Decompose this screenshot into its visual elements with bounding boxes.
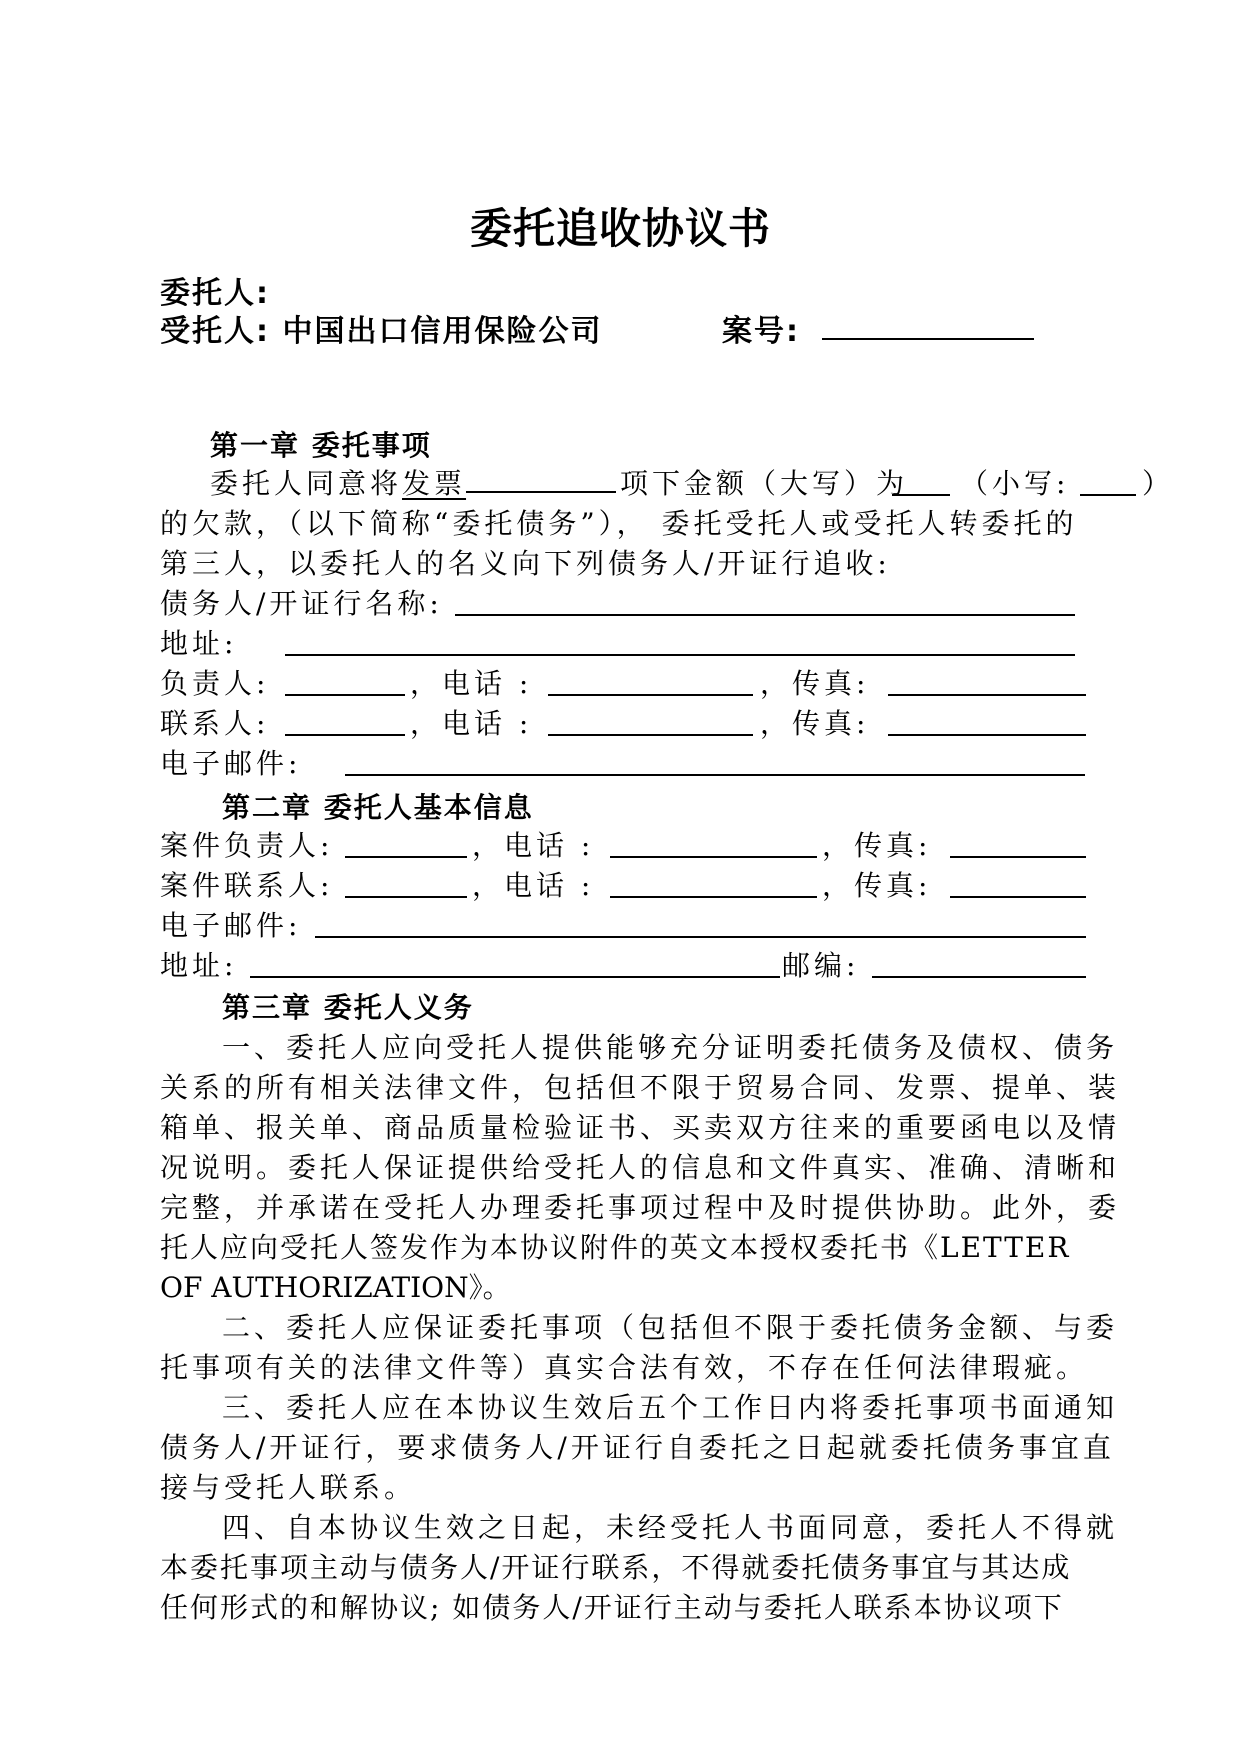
client-postcode-label: 邮编: [782,949,860,982]
case-principal-fax-field[interactable] [950,856,1086,858]
ch1-paragraph-line1: 委托人同意将发票 项下金额（大写）为 [210,467,909,500]
case-contact-phone-field[interactable] [610,896,817,898]
case-contact-field[interactable] [345,896,467,898]
chapter2-heading: 第二章 委托人基本信息 [222,791,534,824]
debtor-principal-phone-label: ，电话 : [410,667,533,700]
debtor-principal-fax-label: ，传真: [760,667,870,700]
debtor-contact-label: 联系人: [160,707,270,740]
client-postcode-field[interactable] [872,976,1086,978]
client-address-label: 地址: [160,949,238,982]
case-principal-phone-label: ，电话 : [472,829,595,862]
case-contact-fax-field[interactable] [950,896,1086,898]
document-type: 发票 [402,467,467,500]
chapter3-heading: 第三章 委托人义务 [222,991,474,1024]
case-principal-fax-label: ，传真: [822,829,932,862]
ch3-line: 任何形式的和解协议; 如债务人/开证行主动与委托人联系本协议项下 [160,1591,1064,1624]
chapter1-heading: 第一章 委托事项 [210,429,432,462]
amount-small-label: （小写: [960,467,1070,500]
debtor-name-label: 债务人/开证行名称: [160,587,443,620]
document-title: 委托追收协议书 [469,204,771,253]
ch3-line: 本委托事项主动与债务人/开证行联系，不得就委托债务事宜与其达成 [160,1551,1072,1584]
amount-small-field[interactable] [1080,494,1136,496]
debtor-principal-phone-field[interactable] [548,694,753,696]
ch1-paragraph-line3: 第三人，以委托人的名义向下列债务人/开证行追收: [160,547,891,580]
ch3-line: 四、自本协议生效之日起，未经受托人书面同意，委托人不得就 [222,1511,1119,1544]
case-no-label: 案号: [722,314,800,349]
case-principal-field[interactable] [345,856,467,858]
debtor-email-label: 电子邮件: [160,747,302,780]
ch3-line: 三、委托人应在本协议生效后五个工作日内将委托事项书面通知 [222,1391,1119,1424]
debtor-contact-fax-label: ，传真: [760,707,870,740]
ch3-line: 一、委托人应向受托人提供能够充分证明委托债务及债权、债务 [222,1031,1119,1064]
agent-name: 中国出口信用保险公司 [282,314,603,349]
debtor-address-label: 地址: [160,627,238,660]
ch3-line: 箱单、报关单、商品质量检验证书、买卖双方往来的重要函电以及情 [160,1111,1121,1144]
ch1-paragraph-line2: 的欠款，（以下简称“委托债务”）， 委托受托人或受托人转委托的 [160,507,1078,540]
debtor-principal-label: 负责人: [160,667,270,700]
document-number-field[interactable] [466,465,616,493]
debtor-email-field[interactable] [345,774,1085,776]
case-no-field[interactable] [822,338,1034,340]
debtor-contact-field[interactable] [285,734,405,736]
agent-line [160,306,602,350]
ch3-line: 关系的所有相关法律文件，包括但不限于贸易合同、发票、提单、装 [160,1071,1121,1104]
client-label: 委托人: [160,276,270,311]
case-principal-label: 案件负责人: [160,829,334,862]
debtor-contact-phone-field[interactable] [548,734,753,736]
case-principal-phone-field[interactable] [610,856,817,858]
debtor-address-field[interactable] [285,654,1075,656]
ch3-line: 完整，并承诺在受托人办理委托事项过程中及时提供协助。此外，委 [160,1191,1121,1224]
ch3-line: 二、委托人应保证委托事项（包括但不限于委托债务金额、与委 [222,1311,1119,1344]
document-page: 委托追收协议书 委托人: 受托人: 中国出口信用保险公司 案号: 第一章 委托事项 委托人同意将发票 项下金额（大写）为 （小写: ） 的欠款，（以下简称“委托债务”）， 委托受托人或受托人转委托的 第三人，以委托人的名义向下列债务人/开证行追收: 债务人/开证行名称: 地址: 负责人: ，电话 : ，传真: 联系人: ，电话 : ，传真: 电子邮件: 第二章 委托人基本信息 案件负责人: ，电话 : ，传真: 案件联系人: ，电话 : ，传真: 电子邮件: 地址: 邮编: 第三章 委托人义务 一、委托人应向受托人提供能够充分证明委托债务及债权、债务 关系的所有相关法律文件，包括但不限于贸易合同、发票、提单、装 箱单、报关单、商品质量检验证书、买卖双方往来的重要函电以及情 况说明。委托人保证提供给受托人的信息和文件真实、准确、清晰和 完整，并承诺在受托人办理委托事项过程中及时提供协助。此外，委 托人应向受托人签发作为本协议附件的英文本授权委托书《LETTER OF AUTHORIZATION》。 二、委托人应保证委托事项（包括但不限于委托债务金额、与委 托事项有关的法律文件等）真实合法有效，不存在任何法律瑕疵。 三、委托人应在本协议生效后五个工作日内将委托事项书面通知 债务人/开证行，要求债务人/开证行自委托之日起就委托债务事宜直 接与受托人联系。 四、自本协议生效之日起，未经受托人书面同意，委托人不得就 本委托事项主动与债务人/开证行联系，不得就委托债务事宜与其达成 任何形式的和解协议; 如债务人/开证行主动与委托人联系本协议项下 [0,0,1241,1754]
client-address-field[interactable] [250,976,780,978]
case-contact-label: 案件联系人: [160,869,334,902]
debtor-name-field[interactable] [455,614,1075,616]
debtor-principal-fax-field[interactable] [888,694,1086,696]
debtor-contact-fax-field[interactable] [888,734,1086,736]
ch3-line: 况说明。委托人保证提供给受托人的信息和文件真实、准确、清晰和 [160,1151,1121,1184]
ch3-line: 托人应向受托人签发作为本协议附件的英文本授权委托书《LETTER [160,1231,1071,1264]
case-contact-phone-label: ，电话 : [472,869,595,902]
ch3-line: 接与受托人联系。 [160,1471,417,1504]
debtor-contact-phone-label: ，电话 : [410,707,533,740]
client-email-field[interactable] [315,936,1086,938]
agent-label: 受托人: [160,314,270,349]
case-contact-fax-label: ，传真: [822,869,932,902]
ch3-line: 债务人/开证行，要求债务人/开证行自委托之日起就委托债务事宜直 [160,1431,1115,1464]
ch3-line: OF AUTHORIZATION》。 [160,1271,511,1304]
client-email-label: 电子邮件: [160,909,302,942]
ch3-line: 托事项有关的法律文件等）真实合法有效，不存在任何法律瑕疵。 [160,1351,1089,1384]
amount-capital-field[interactable] [892,494,950,496]
debtor-principal-field[interactable] [285,694,405,696]
